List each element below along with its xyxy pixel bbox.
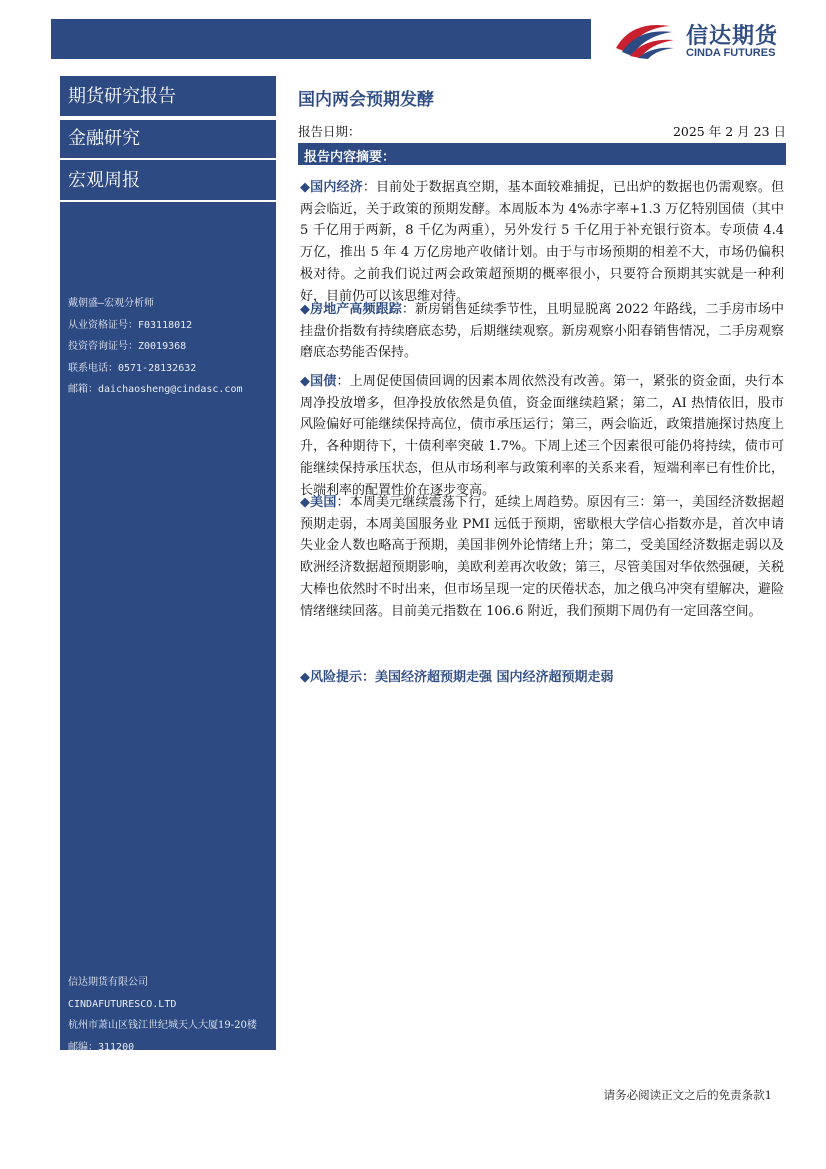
- company-address: 杭州市萧山区钱江世纪城天人大厦19-20楼: [68, 1020, 257, 1031]
- section-united-states: [300, 492, 784, 622]
- sidebar-divider: [60, 158, 276, 160]
- section-treasury-bonds: [300, 371, 784, 501]
- analyst-advisory-license: 投资咨询证号：Z0019368: [68, 341, 187, 352]
- section-body: ：上周促使国债回调的因素本周依然没有改善。第一，紧张的资金面，央行本周净投放增多，但净投放依然是负值，资金面继续趋紧；第二，AI 热情依旧，股市风险偏好可能继续保持高位，债市承压运行；第三，两会临近，政策措施探讨热度上升，各种期待下，十债利率突破 1.7%。下周上述三个因素很可能仍将持续，债市可能继续保持承压状态，但从市场利率与政策利率的关系来看，短端利率已有性价比，长端利率的配置性价在逐步变高。: [300, 374, 784, 498]
- company-website: CINDAFUTURESCO.LTD: [68, 998, 177, 1010]
- sidebar-divider: [60, 200, 276, 202]
- analyst-qualification: 从业资格证号：F03118012: [68, 319, 193, 331]
- sidebar-title-report-type: 期货研究报告: [68, 86, 176, 107]
- company-name: 信达期货有限公司: [68, 977, 148, 988]
- analyst-email: 邮箱：daichaosheng@cindasc.com: [68, 384, 243, 395]
- company-postcode: 邮编：311200: [68, 1041, 135, 1053]
- cinda-logo-icon: [612, 18, 676, 60]
- sidebar: [60, 76, 276, 1053]
- summary-label: 报告内容摘要：: [304, 150, 396, 165]
- analyst-info: [68, 293, 243, 401]
- report-title: 国内两会预期发酵: [298, 90, 434, 110]
- section-heading: ◆国债: [300, 374, 337, 389]
- summary-header-bar: [298, 143, 786, 165]
- section-real-estate: [300, 299, 784, 364]
- section-heading: ◆房地产高频跟踪: [300, 302, 402, 317]
- sidebar-title-category: 金融研究: [68, 128, 140, 149]
- logo-english-name: CINDA FUTURES: [686, 47, 776, 59]
- logo-chinese-name: 信达期货: [686, 24, 779, 49]
- company-info: [68, 972, 257, 1058]
- report-date-label: 报告日期：: [298, 124, 361, 139]
- analyst-name: 戴朝盛—宏观分析师: [68, 298, 155, 309]
- top-banner: [51, 19, 591, 59]
- analyst-phone: 联系电话：0571-28132632: [68, 362, 197, 374]
- section-body: ：新房销售延续季节性，且明显脱离 2022 年路线，二手房市场中挂盘价指数有持续磨底态势，后期继续观察。新房观察小阳春销售情况，二手房观察磨底态势能否保持。: [300, 302, 785, 361]
- sidebar-title-series: 宏观周报: [68, 170, 140, 191]
- section-body: ：本周美元继续震荡下行，延续上周趋势。原因有三：第一，美国经济数据超预期走弱，本周美国服务业 PMI 远低于预期，密歇根大学信心指数亦是，首次申请失业金人数也略高于预期，美国非例外论情绪上升；第二，受美国经济数据走弱以及欧洲经济数据超预期影响，美欧利差再次收敛；第三，尽管美国对华依然强硬，关税大棒也依然时不时出来，但市场呈现一定的厌倦状态，加之俄乌冲突有望解决，避险情绪继续回落。目前美元指数在 106.6 附近，我们预期下周仍有一定回落空间。: [300, 495, 784, 619]
- section-heading: ◆国内经济: [300, 180, 363, 195]
- risk-warning: ◆风险提示：美国经济超预期走强 国内经济超预期走弱: [300, 670, 614, 685]
- company-logo: [612, 18, 802, 62]
- section-heading: ◆美国: [300, 495, 337, 510]
- section-body: ：目前处于数据真空期，基本面较难捕捉，已出炉的数据也仍需观察。但两会临近，关于政策的预期发酵。本周版本为 4%赤字率+1.3 万亿特别国债（其中 5 千亿用于两新，8 千亿为两重），另外发行 5 千亿用于补充银行资本。专项债 4.4 万亿，推出 5 年 4 万亿房地产收储计划。由于与市场预期的相差不大，市场仍偏积极对待。之前我们说过两会政策超预期的概率很小，只要符合预期其实就是一种利好，目前仍可以该思维对待。: [300, 180, 784, 304]
- footer-disclaimer: 请务必阅读正文之后的免责条款1: [603, 1088, 772, 1102]
- section-domestic-economy: [300, 177, 784, 307]
- report-date-value: 2025 年 2 月 23 日: [672, 124, 786, 139]
